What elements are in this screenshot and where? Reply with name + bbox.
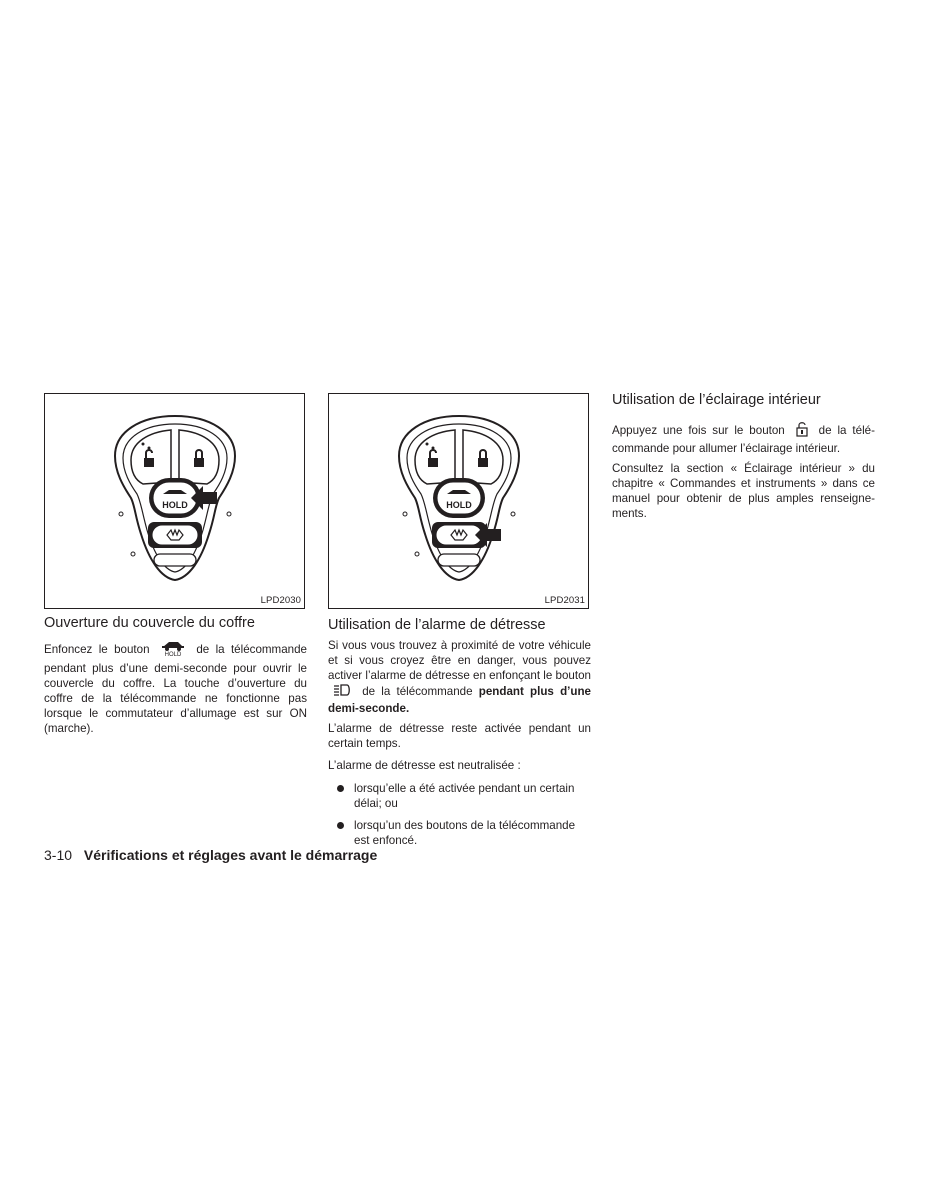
paragraph: Consultez la section « Éclairage intérieur » du chapitre « Commandes et instruments » dans ce manuel pour obtenir de plus amples renseigne-ments.	[612, 462, 875, 520]
key-fob-illustration	[45, 394, 306, 610]
paragraph: Si vous vous trouvez à proximité de votre véhicule et si vous croyez être en danger, vous pouvez activer l’alarme de détresse en enfonçant le bouton de la télécommande pendant plus d’une demi-seconde.	[328, 639, 591, 715]
section-heading: Ouverture du couvercle du coffre	[44, 615, 255, 631]
bullet-icon	[337, 785, 344, 792]
figure-fob-trunk	[44, 393, 305, 609]
column-panic	[328, 393, 591, 855]
figure-fob-panic	[328, 393, 589, 609]
page-number: 3-10	[44, 847, 73, 863]
paragraph: Appuyez une fois sur le bouton de la télé-commande pour allumer l’éclairage intérieur.	[612, 421, 875, 456]
panic-button	[152, 525, 198, 545]
list-item: lorsqu’elle a été activée pendant un certain délai; ou	[328, 781, 591, 811]
unlock-icon	[795, 421, 809, 441]
trunk-icon	[160, 639, 186, 661]
section-heading: Utilisation de l’alarme de détresse	[328, 617, 546, 633]
svg-text:HOLD: HOLD	[164, 652, 182, 657]
bullet-list	[328, 781, 591, 848]
column-interior-light	[612, 391, 875, 521]
paragraph: L’alarme de détresse reste activée pendant un certain temps.	[328, 722, 591, 750]
bullet-icon	[337, 822, 344, 829]
column-trunk	[44, 393, 307, 736]
fob-hold-label: HOLD	[162, 500, 188, 510]
key-fob-illustration	[329, 394, 590, 610]
page-footer	[44, 846, 377, 864]
figure-label: LPD2030	[260, 595, 301, 606]
figure-label: LPD2031	[544, 595, 585, 606]
chapter-title: Vérifications et réglages avant le démarrage	[83, 847, 378, 863]
panic-alarm-icon	[332, 683, 352, 701]
section-heading: Utilisation de l’éclairage intérieur	[612, 392, 821, 408]
list-item: lorsqu’un des boutons de la télécommande est enfoncé.	[328, 818, 591, 848]
paragraph: L’alarme de détresse est neutralisée :	[328, 759, 521, 772]
paragraph: Enfoncez le bouton HOLD de la télécommande pendant plus d’une demi-seconde pour ouvrir le couvercle du coffre. La touche d’ouverture du coffre de la télécommande ne fonctionne pas lorsque le commutateur d’allumage est sur ON (marche).	[44, 639, 307, 736]
fob-hold-label: HOLD	[446, 500, 472, 510]
